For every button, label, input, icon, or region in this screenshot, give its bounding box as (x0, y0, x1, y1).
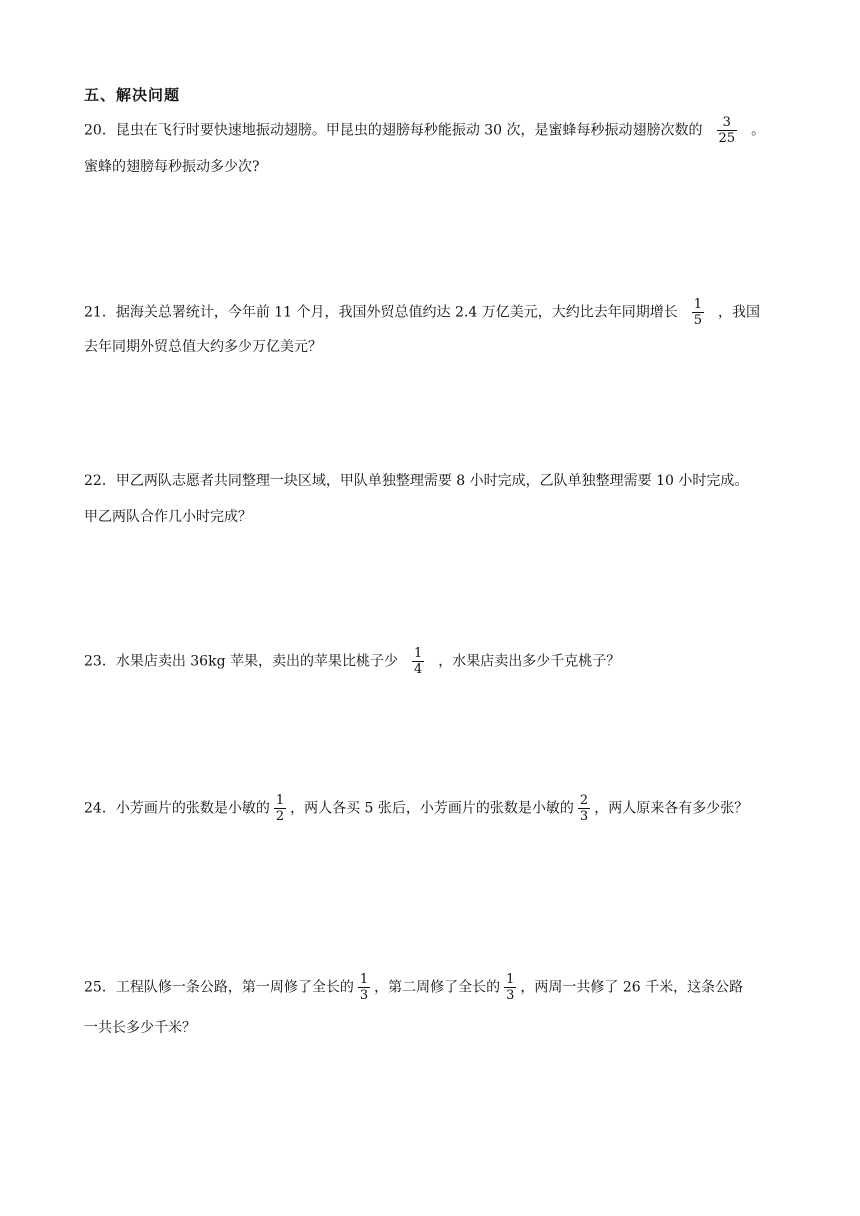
fraction-numerator: 1 (359, 972, 369, 987)
question-text: 蜜蜂的翅膀每秒振动多少次? (84, 159, 260, 175)
fraction-denominator: 3 (579, 809, 589, 824)
fraction-denominator: 3 (506, 988, 515, 1003)
fraction (412, 646, 424, 677)
question-text: 甲乙两队合作几小时完成？ (84, 509, 252, 525)
question-22-line-1 (84, 471, 748, 491)
question-text: 一共长多少千米？ (84, 1020, 196, 1036)
question-text: ，第二周修了全长的 (374, 979, 501, 996)
question-text: ．据海关总署统计，今年前 11 个月，我国外贸总值约达 2.4 万亿美元，大约比去年同期增长 (101, 304, 678, 321)
question-number: 25 (84, 979, 102, 996)
question-text: 。 (751, 122, 766, 139)
question-number: 22 (84, 473, 102, 489)
question-24-line-1 (84, 793, 748, 824)
fraction (504, 972, 516, 1003)
question-21-line-1 (84, 297, 760, 328)
fraction (358, 972, 370, 1003)
question-text: ．昆虫在飞行时要快速地振动翅膀。甲昆虫的翅膀每秒能振动 30 次，是蜜蜂每秒振动翅膀次数的 (101, 122, 703, 139)
question-text: ，两人各买 5 张后，小芳画片的张数是小敏的 (290, 800, 574, 817)
question-number: 20 (84, 122, 102, 139)
question-23-line-1 (84, 646, 620, 677)
question-25-line-1 (84, 972, 743, 1003)
fraction-denominator: 25 (718, 131, 736, 146)
fraction-denominator: 5 (693, 313, 702, 328)
fraction-numerator: 1 (414, 646, 423, 661)
question-text: ．小芳画片的张数是小敏的 (101, 800, 270, 817)
question-text: ．甲乙两队志愿者共同整理一块区域，甲队单独整理需要 8 小时完成，乙队单独整理需要 10 小时完成。 (101, 473, 749, 489)
fraction (717, 115, 738, 146)
question-number: 21 (84, 304, 102, 321)
fraction-denominator: 3 (359, 988, 369, 1003)
question-text: 去年同期外贸总值大约多少万亿美元？ (84, 339, 322, 355)
question-text: ，水果店卖出多少千克桃子？ (438, 653, 621, 670)
question-text: ，两人原来各有多少张？ (594, 800, 749, 817)
fraction-numerator: 2 (579, 793, 589, 808)
question-text: ．水果店卖出 36kg 苹果，卖出的苹果比桃子少 (101, 653, 398, 670)
fraction (274, 793, 286, 824)
fraction-numerator: 1 (506, 972, 515, 987)
question-text: ．工程队修一条公路，第一周修了全长的 (101, 979, 354, 996)
section-title: 五、解决问题 (84, 86, 181, 104)
question-text: ，两周一共修了 26 千米，这条公路 (520, 979, 744, 996)
fraction (578, 793, 590, 824)
fraction-numerator: 3 (722, 115, 731, 130)
question-number: 23 (84, 653, 102, 670)
question-20-line-1 (84, 115, 765, 146)
fraction-numerator: 1 (275, 793, 285, 808)
question-text: ，我国 (718, 304, 760, 321)
fraction-denominator: 2 (275, 809, 285, 824)
question-number: 24 (84, 800, 102, 817)
fraction-numerator: 1 (693, 297, 702, 312)
fraction (692, 297, 704, 328)
fraction-denominator: 4 (414, 662, 423, 677)
